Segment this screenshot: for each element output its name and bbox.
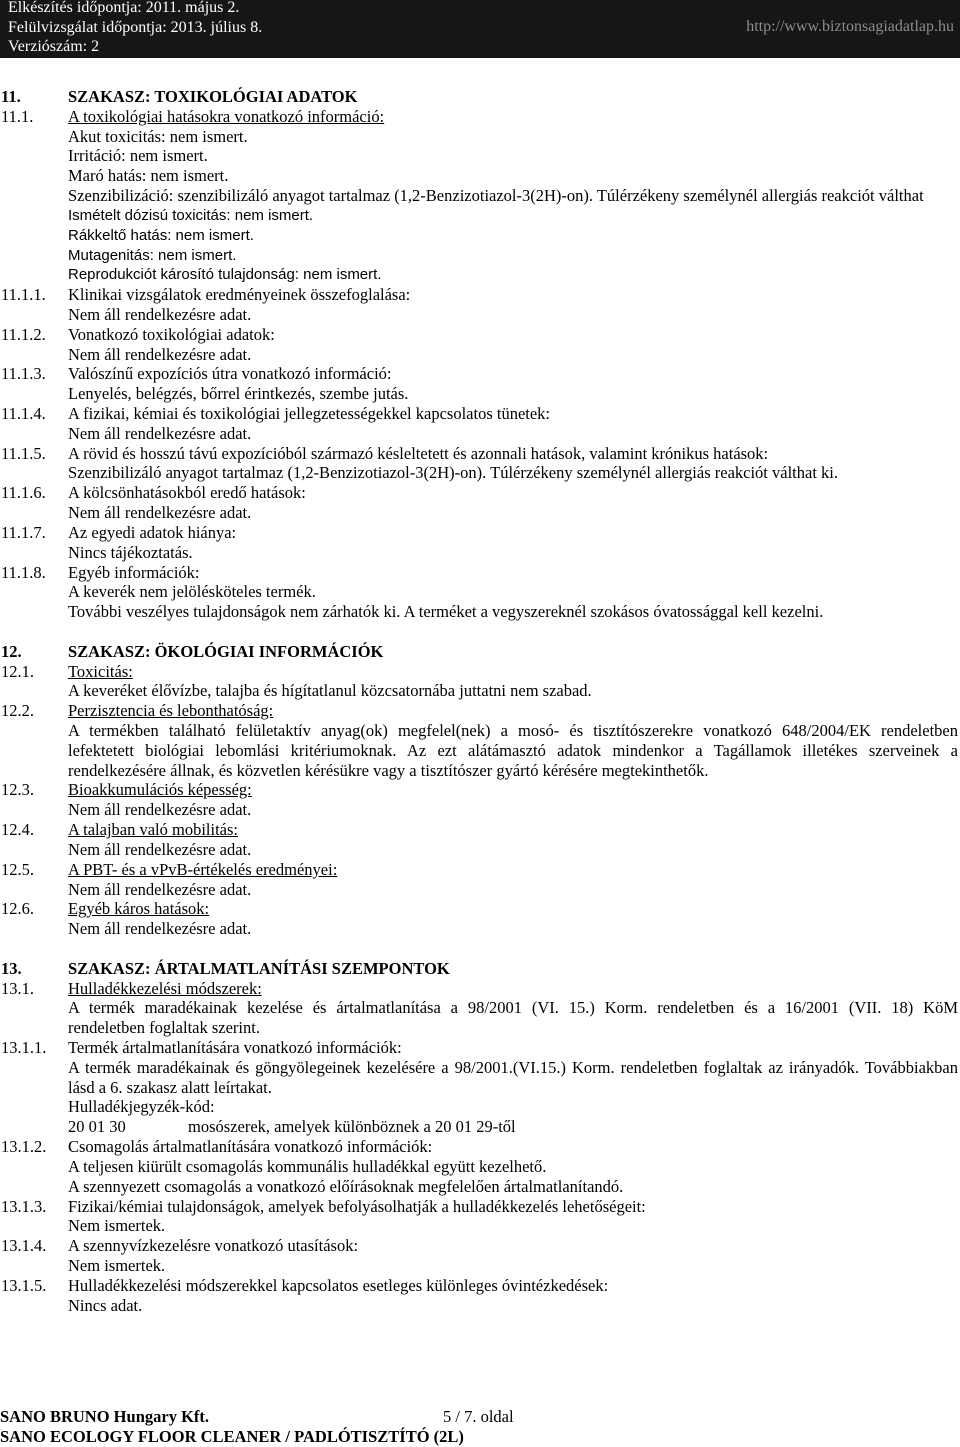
subsection-title: Egyéb információk:	[68, 562, 200, 582]
subsection-11-1-3-heading	[0, 364, 960, 384]
subsection-title: Valószínű expozíciós útra vonatkozó információ:	[68, 364, 392, 384]
subsection-title: Fizikai/kémiai tulajdonságok, amelyek befolyásolhatják a hulladékkezelés lehetőségeit:	[68, 1196, 646, 1216]
subsection-title: Termék ártalmatlanítására vonatkozó információk:	[68, 1038, 402, 1057]
subsection-11-1-1-heading	[0, 285, 960, 305]
subsection-number: 12.6.	[1, 899, 34, 919]
subsection-text: Nem áll rendelkezésre adat.	[68, 919, 252, 939]
created-date: Elkészítés időpontja: 2011. május 2.	[8, 0, 240, 16]
subsection-11-1-4-heading	[0, 404, 960, 424]
text-line	[0, 840, 960, 860]
subsection-number: 13.1.3.	[1, 1196, 47, 1216]
subsection-11-1-5-heading	[0, 444, 960, 464]
subsection-number: 13.1.2.	[1, 1137, 47, 1157]
subsection-number: 12.3.	[1, 780, 34, 800]
text-line	[0, 741, 960, 761]
text-line	[0, 1177, 960, 1197]
document-header	[0, 0, 960, 58]
subsection-text: A termékben található felületaktív anyag(ok) megfelel(nek) a mosó- és tisztítószerekre vonatkozó 648/2004/EK rendeletben	[68, 721, 958, 740]
subsection-number: 11.1.8.	[1, 562, 46, 582]
subsection-title: A szennyvízkezelésre vonatkozó utasítások:	[68, 1236, 359, 1256]
version-number: Verziószám: 2	[8, 38, 100, 55]
text-line	[0, 1256, 960, 1276]
subsection-text: A keverék nem jelölésköteles termék.	[68, 582, 316, 602]
repeated-dose-toxicity: Ismételt dózisú toxicitás: nem ismert.	[68, 206, 314, 224]
subsection-text: rendeletben foglaltak szerint.	[68, 1018, 260, 1038]
waste-code-row	[0, 1117, 960, 1137]
subsection-number: 11.1.2.	[1, 324, 46, 344]
subsection-text: A keveréket élővízbe, talajba és hígítatlanul közcsatornába juttatni nem szabad.	[68, 681, 592, 701]
subsection-text: Nincs tájékoztatás.	[68, 542, 193, 562]
subsection-title: A talajban való mobilitás:	[68, 820, 239, 840]
sensitisation: Szenzibilizáció: szenzibilizáló anyagot tartalmaz (1,2-Benzizotiazol-3(2H)-on). Túlérzékeny személynél allergiás reakciót válthat	[68, 186, 924, 206]
subsection-title: Hulladékkezelési módszerek:	[68, 978, 262, 998]
subsection-12-5-heading	[0, 860, 960, 880]
text-line	[0, 543, 960, 563]
subsection-13-1-1-heading	[0, 1038, 960, 1058]
subsection-title: Bioakkumulációs képesség:	[68, 780, 252, 800]
subsection-title: Hulladékkezelési módszerekkel kapcsolatos esetleges különleges óvintézkedések:	[68, 1275, 609, 1295]
text-line	[0, 166, 960, 186]
subsection-title: Egyéb káros hatások:	[68, 899, 210, 919]
text-line	[0, 880, 960, 900]
section-title: SZAKASZ: ÖKOLÓGIAI INFORMÁCIÓK	[68, 641, 384, 661]
subsection-13-1-4-heading	[0, 1236, 960, 1256]
subsection-text: Nem áll rendelkezésre adat.	[68, 879, 252, 899]
section-number: 13.	[1, 958, 22, 978]
subsection-11-1-7-heading	[0, 523, 960, 543]
subsection-title: A rövid és hosszú távú expozícióból származó késleltetett és azonnali hatások, valamint krónikus hatások:	[68, 443, 769, 463]
text-line	[0, 761, 960, 781]
irritation: Irritáció: nem ismert.	[68, 146, 208, 166]
text-line	[0, 1157, 960, 1177]
subsection-12-1-heading	[0, 662, 960, 682]
waste-code-description: mosószerek, amelyek különböznek a 20 01 29-től	[188, 1117, 516, 1137]
text-line	[0, 998, 960, 1018]
subsection-text: A szennyezett csomagolás a vonatkozó előírásoknak megfelelően ártalmatlanítandó.	[68, 1176, 624, 1196]
footer-page-number: 5 / 7. oldal	[443, 1407, 514, 1426]
subsection-number: 11.1.7.	[1, 522, 46, 542]
subsection-number: 13.1.4.	[1, 1236, 47, 1256]
text-line	[0, 681, 960, 701]
subsection-12-4-heading	[0, 820, 960, 840]
spacer	[0, 622, 960, 642]
waste-code: 20 01 30	[68, 1117, 126, 1137]
subsection-text: A termék maradékainak és göngyölegeinek kezelésére a 98/2001.(VI.15.) Korm. rendeletben foglaltak az irányadók. Továbbiakban	[68, 1057, 958, 1077]
subsection-11-1-6-heading	[0, 483, 960, 503]
subsection-text: lásd a 6. szakasz alatt leírtakat.	[68, 1077, 272, 1097]
subsection-title: A PBT- és a vPvB-értékelés eredményei:	[68, 859, 338, 879]
subsection-13-1-heading	[0, 979, 960, 999]
section-number: 11.	[1, 87, 21, 106]
section-11-heading	[0, 87, 960, 107]
subsection-number: 12.5.	[1, 859, 34, 879]
waste-code-label: Hulladékjegyzék-kód:	[68, 1097, 215, 1117]
subsection-text: Szenzibilizáló anyagot tartalmaz (1,2-Benzizotiazol-3(2H)-on). Túlérzékeny személynél allergiás reakciót válthat ki.	[68, 463, 838, 483]
text-line	[0, 721, 960, 741]
subsection-title: Vonatkozó toxikológiai adatok:	[68, 324, 275, 344]
text-line	[0, 800, 960, 820]
subsection-number: 11.1.3.	[1, 364, 46, 384]
text-line	[0, 127, 960, 147]
subsection-text: A teljesen kiürült csomagolás kommunális hulladékkal együtt kezelhető.	[68, 1156, 547, 1176]
text-line	[0, 602, 960, 622]
text-line	[0, 384, 960, 404]
subsection-text: Nem áll rendelkezésre adat.	[68, 503, 252, 523]
text-line	[0, 582, 960, 602]
subsection-12-2-heading	[0, 701, 960, 721]
subsection-number: 12.4.	[1, 820, 34, 840]
subsection-text: rendelkezésére állnak, és közvetlen kérésükre vagy a tisztítószer gyártó kérésére megtekinthetők.	[68, 760, 709, 780]
text-line	[0, 1078, 960, 1098]
text-line	[0, 226, 960, 246]
subsection-title: Toxicitás:	[68, 661, 133, 681]
text-line	[0, 246, 960, 266]
reproductive-toxicity: Reprodukciót károsító tulajdonság: nem ismert.	[68, 266, 382, 284]
subsection-title: Csomagolás ártalmatlanítására vonatkozó információk:	[68, 1137, 433, 1157]
text-line	[0, 265, 960, 285]
spacer	[0, 939, 960, 959]
subsection-text: Nem ismertek.	[68, 1216, 166, 1236]
subsection-number: 13.1.1.	[1, 1038, 47, 1057]
subsection-number: 11.1.4.	[1, 404, 46, 423]
section-title: SZAKASZ: TOXIKOLÓGIAI ADATOK	[68, 87, 358, 106]
text-line	[0, 345, 960, 365]
subsection-11-1-8-heading	[0, 563, 960, 583]
text-line	[0, 305, 960, 325]
subsection-13-1-5-heading	[0, 1276, 960, 1296]
subsection-text: Nem áll rendelkezésre adat.	[68, 423, 252, 443]
subsection-title: A kölcsönhatásokból eredő hatások:	[68, 483, 306, 503]
text-line	[0, 919, 960, 939]
revision-date: Felülvizsgálat időpontja: 2013. július 8.	[8, 18, 263, 36]
mutagenicity: Mutagenitás: nem ismert.	[68, 246, 237, 264]
subsection-text: Nem áll rendelkezésre adat.	[68, 344, 252, 364]
subsection-title: Az egyedi adatok hiánya:	[68, 522, 237, 542]
subsection-text: A termék maradékainak kezelése és ártalmatlanítása a 98/2001 (VI. 15.) Korm. rendeletben és a 16/2001 (VII. 18) KöM	[68, 998, 958, 1018]
subsection-text: Nincs adat.	[68, 1295, 143, 1315]
subsection-text: Lenyelés, belégzés, bőrrel érintkezés, szembe jutás.	[68, 384, 409, 404]
subsection-11-1-2-heading	[0, 325, 960, 345]
text-line	[0, 463, 960, 483]
subsection-number: 13.1.	[1, 978, 34, 998]
subsection-number: 12.1.	[1, 661, 34, 681]
subsection-12-6-heading	[0, 899, 960, 919]
footer-product-name: SANO ECOLOGY FLOOR CLEANER / PADLÓTISZTÍTÓ (2L)	[0, 1427, 464, 1446]
subsection-title: A fizikai, kémiai és toxikológiai jellegzetességekkel kapcsolatos tünetek:	[68, 404, 551, 423]
text-line	[0, 503, 960, 523]
subsection-number: 13.1.5.	[1, 1275, 47, 1295]
carcinogenicity: Rákkeltő hatás: nem ismert.	[68, 226, 254, 244]
subsection-title: Perzisztencia és lebonthatóság:	[68, 701, 274, 721]
subsection-number: 11.1.6.	[1, 483, 46, 503]
text-line	[0, 424, 960, 444]
text-line	[0, 1097, 960, 1117]
website-link[interactable]: http://www.biztonsagiadatlap.hu	[746, 18, 954, 35]
text-line	[0, 186, 960, 206]
subsection-title: Klinikai vizsgálatok eredményeinek összefoglalása:	[68, 285, 411, 305]
section-number: 12.	[1, 641, 22, 661]
text-line	[0, 206, 960, 226]
subsection-13-1-2-heading	[0, 1137, 960, 1157]
subsection-11-1-heading	[0, 107, 960, 127]
text-line	[0, 1058, 960, 1078]
section-title: SZAKASZ: ÁRTALMATLANÍTÁSI SZEMPONTOK	[68, 958, 450, 978]
section-13-heading	[0, 959, 960, 979]
acute-toxicity: Akut toxicitás: nem ismert.	[68, 126, 248, 146]
text-line	[0, 1216, 960, 1236]
subsection-13-1-3-heading	[0, 1197, 960, 1217]
corrosivity: Maró hatás: nem ismert.	[68, 166, 229, 186]
footer-company: SANO BRUNO Hungary Kft.	[0, 1407, 210, 1426]
subsection-number: 11.1.1.	[1, 285, 46, 305]
text-line	[0, 1018, 960, 1038]
subsection-text: Nem áll rendelkezésre adat.	[68, 839, 252, 859]
subsection-text: Nem áll rendelkezésre adat.	[68, 800, 252, 820]
subsection-number: 11.1.5.	[1, 443, 46, 463]
text-line	[0, 146, 960, 166]
text-line	[0, 1296, 960, 1316]
subsection-text: lefektetett biológiai lebomlási kritériumoknak. Az ezt alátámasztó adatok mindenkor a Tagállamok illetékes szerveinek a	[68, 740, 958, 760]
subsection-12-3-heading	[0, 780, 960, 800]
subsection-number: 11.1.	[1, 106, 34, 126]
section-12-heading	[0, 642, 960, 662]
document-body	[0, 87, 960, 1315]
subsection-text: Nem áll rendelkezésre adat.	[68, 304, 252, 324]
subsection-number: 12.2.	[1, 701, 34, 721]
subsection-title: A toxikológiai hatásokra vonatkozó információ:	[68, 106, 385, 126]
subsection-text: További veszélyes tulajdonságok nem zárhatók ki. A terméket a vegyszereknél szokásos óvatossággal kell kezelni.	[68, 602, 824, 622]
subsection-text: Nem ismertek.	[68, 1255, 166, 1275]
